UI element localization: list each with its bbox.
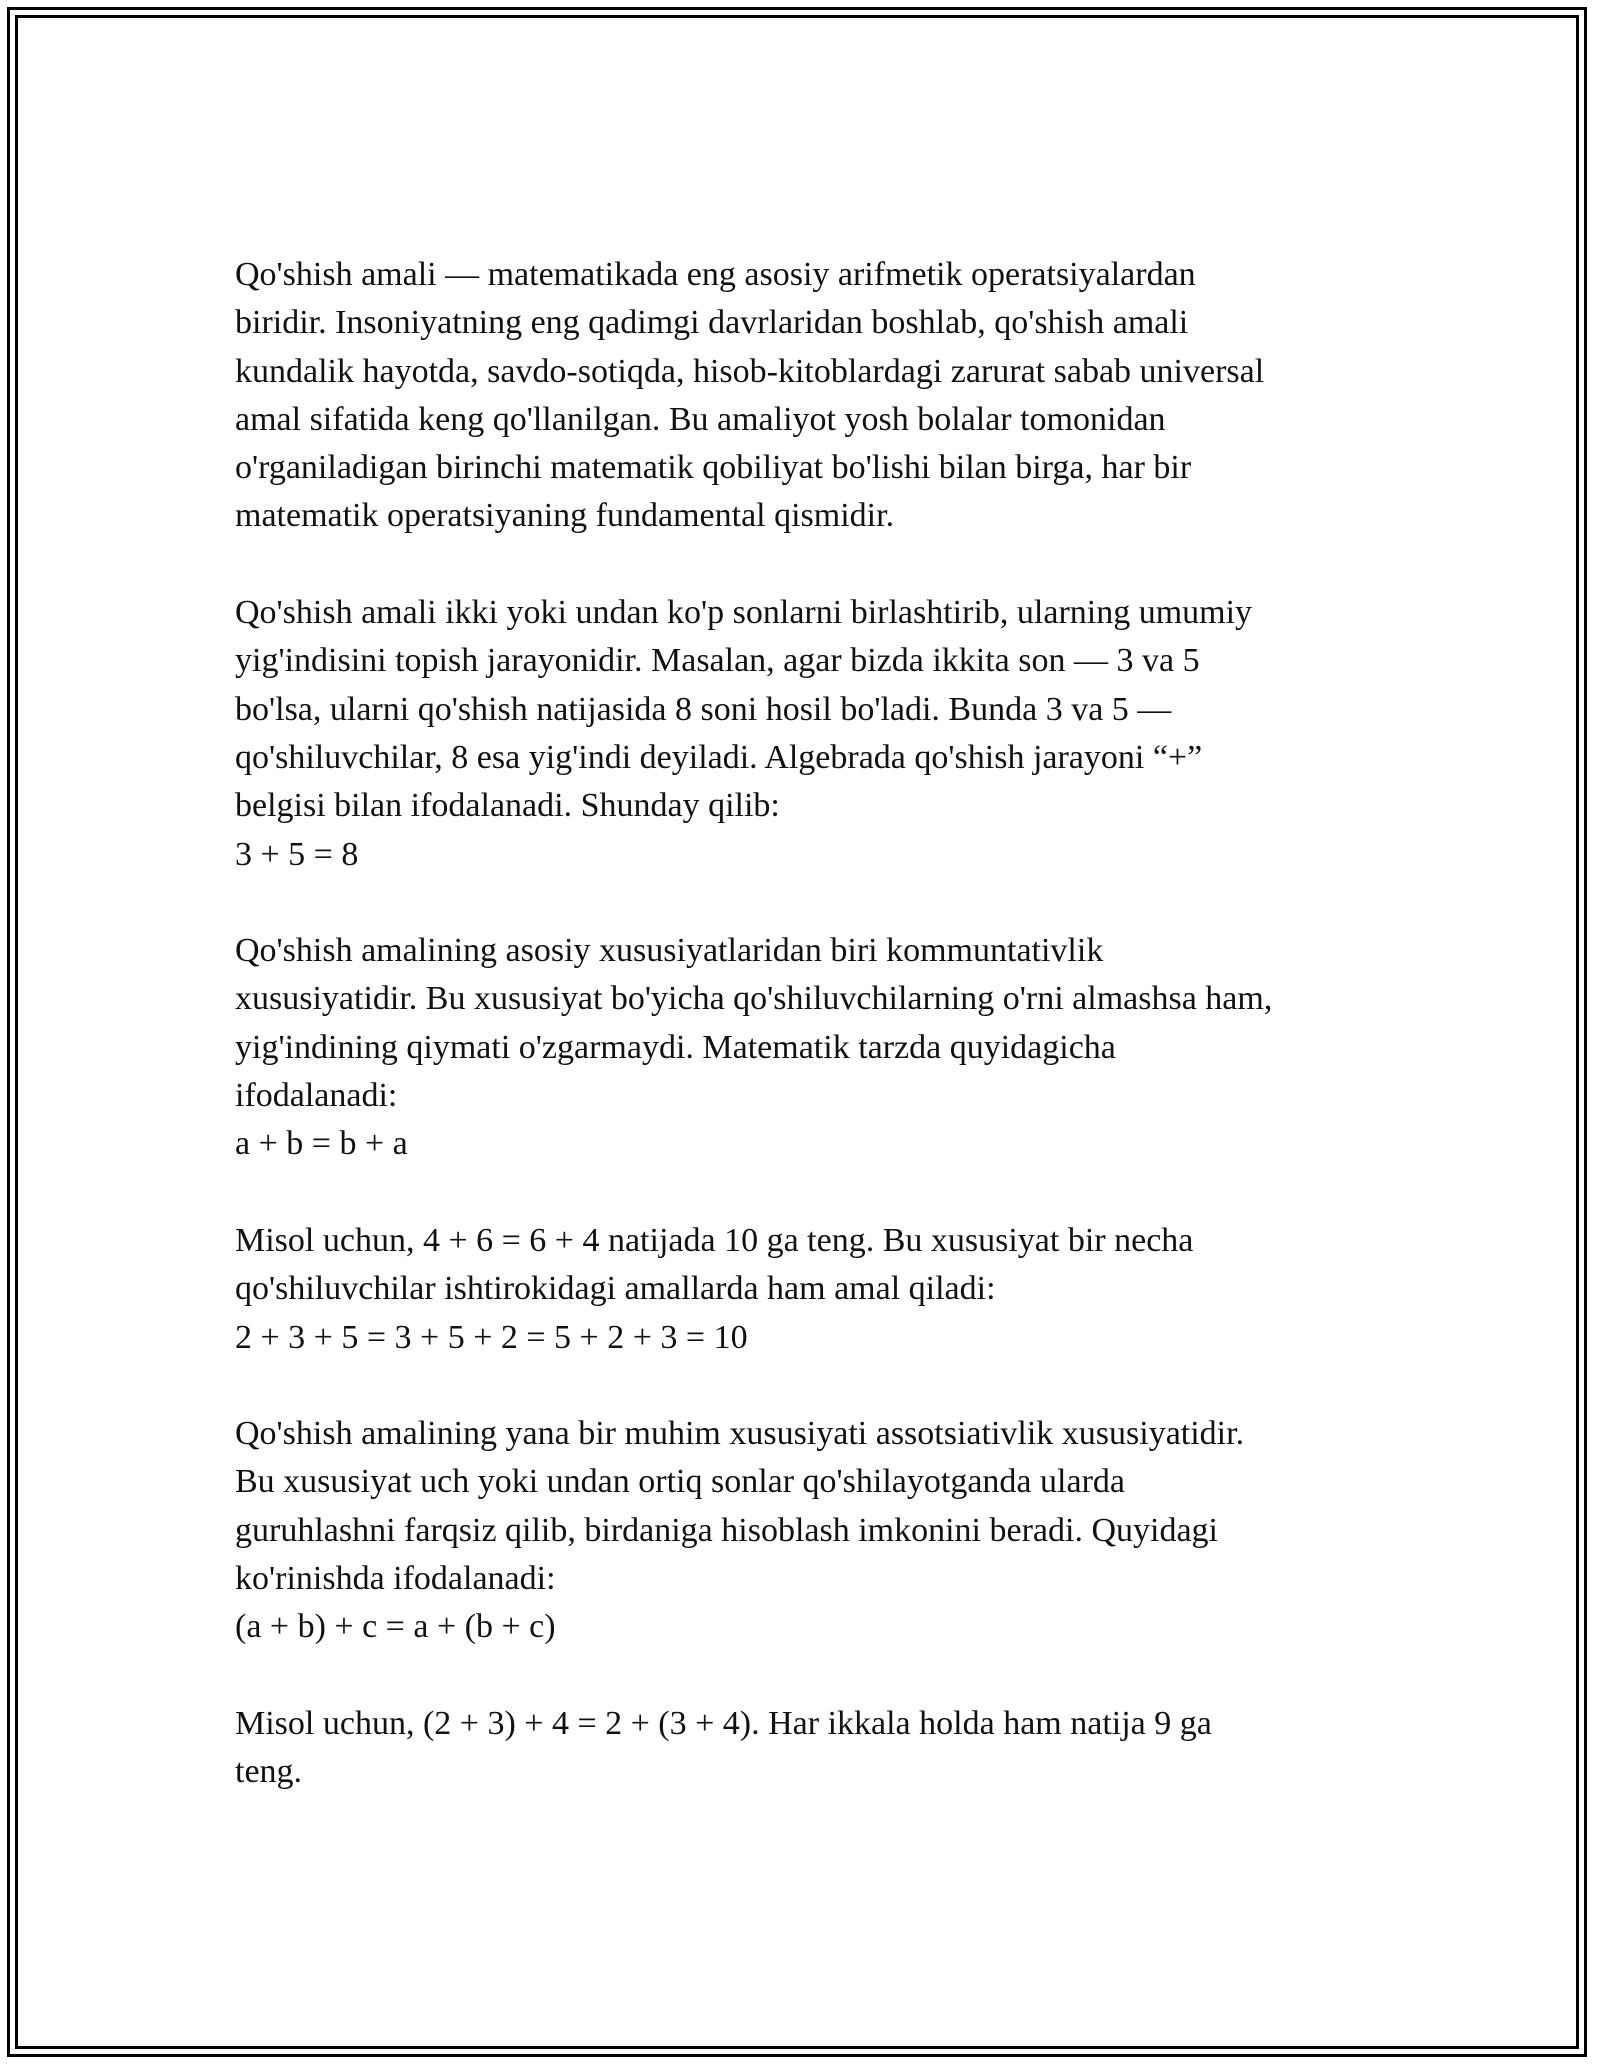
text-line: kundalik hayotda, savdo-sotiqda, hisob-kitoblardagi zarurat sabab universal	[235, 352, 1265, 390]
paragraph-5	[235, 1410, 1375, 1651]
text-line: belgisi bilan ifodalanadi. Shunday qilib:	[235, 787, 780, 825]
text-line: teng.	[235, 1753, 303, 1791]
text-line: guruhlashni farqsiz qilib, birdaniga hisoblash imkonini beradi. Quyidagi	[235, 1511, 1218, 1549]
text-line: a + b = b + a	[235, 1125, 408, 1163]
text-line: ifodalanadi:	[235, 1077, 398, 1115]
text-line: Misol uchun, 4 + 6 = 6 + 4 natijada 10 ga teng. Bu xususiyat bir necha	[235, 1221, 1194, 1259]
text-line: qo'shiluvchilar ishtirokidagi amallarda ham amal qiladi:	[235, 1270, 996, 1308]
text-line: matematik operatsiyaning fundamental qismidir.	[235, 497, 895, 535]
text-line: o'rganiladigan birinchi matematik qobiliyat bo'lishi bilan birga, har bir	[235, 449, 1192, 487]
paragraph-6	[235, 1700, 1375, 1797]
paragraph-1	[235, 251, 1375, 541]
text-line: biridir. Insoniyatning eng qadimgi davrlaridan boshlab, qo'shish amali	[235, 304, 1189, 342]
text-line: Qo'shish amali — matematikada eng asosiy arifmetik operatsiyalardan	[235, 256, 1196, 293]
paragraph-4	[235, 1217, 1375, 1362]
text-line: 3 + 5 = 8	[235, 835, 359, 873]
text-line: Qo'shish amali ikki yoki undan ko'p sonlarni birlashtirib, ularning umumiy	[235, 594, 1253, 632]
text-line: (a + b) + c = a + (b + c)	[235, 1608, 556, 1646]
text-line: ko'rinishda ifodalanadi:	[235, 1560, 556, 1598]
text-line: 2 + 3 + 5 = 3 + 5 + 2 = 5 + 2 + 3 = 10	[235, 1318, 748, 1356]
document-body	[235, 251, 1375, 1845]
text-line: Qo'shish amalining asosiy xususiyatlaridan biri kommuntativlik	[235, 932, 1104, 970]
text-line: bo'lsa, ularni qo'shish natijasida 8 soni hosil bo'ladi. Bunda 3 va 5 —	[235, 690, 1172, 728]
text-line: Bu xususiyat uch yoki undan ortiq sonlar qo'shilayotganda ularda	[235, 1463, 1125, 1501]
text-line: Qo'shish amalining yana bir muhim xususiyati assotsiativlik xususiyatidir.	[235, 1415, 1245, 1453]
paragraph-3	[235, 927, 1375, 1168]
paragraph-2	[235, 589, 1375, 879]
text-line: xususiyatidir. Bu xususiyat bo'yicha qo'shiluvchilarning o'rni almashsa ham,	[235, 980, 1273, 1018]
text-line: amal sifatida keng qo'llanilgan. Bu amaliyot yosh bolalar tomonidan	[235, 400, 1166, 438]
text-line: qo'shiluvchilar, 8 esa yig'indi deyiladi. Algebrada qo'shish jarayoni “+”	[235, 738, 1203, 776]
text-line: Misol uchun, (2 + 3) + 4 = 2 + (3 + 4). Har ikkala holda ham natija 9 ga	[235, 1704, 1212, 1742]
text-line: yig'indisini topish jarayonidir. Masalan, agar bizda ikkita son — 3 va 5	[235, 642, 1200, 680]
text-line: yig'indining qiymati o'zgarmaydi. Matematik tarzda quyidagicha	[235, 1028, 1116, 1066]
